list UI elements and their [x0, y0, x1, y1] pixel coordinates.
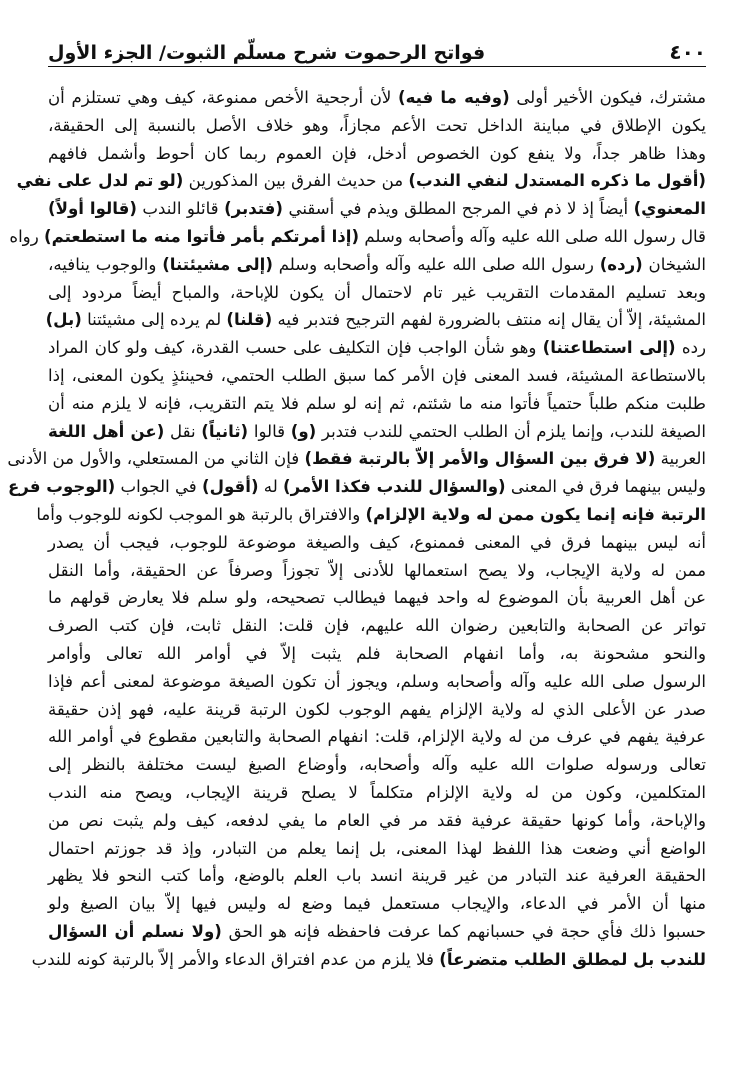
- text-segment: العربية: [655, 449, 706, 469]
- text-line: [48, 362, 706, 390]
- bold-segment: (وفيه ما فيه): [397, 88, 510, 107]
- bold-segment: (فتدبر): [224, 199, 284, 219]
- bold-segment: (لو تم لدل على نفي: [16, 171, 184, 191]
- bold-segment: (و): [290, 421, 317, 441]
- text-line: [48, 251, 706, 279]
- text-segment: والوجوب ينافيه،: [48, 254, 163, 274]
- text-line: [36, 501, 706, 529]
- text-segment: قال رسول الله صلى الله عليه وآله وأصحابه وسلم: [359, 226, 706, 246]
- text-segment: فلا يلزم من عدم افتراق الدعاء والأمر إلاّ بالرتبة كونه للندب: [31, 949, 440, 969]
- bold-segment: (ثانياً): [201, 421, 249, 441]
- text-line: [48, 890, 706, 918]
- text-line: [48, 84, 706, 112]
- text-segment: الواضع أني وضعت هذا اللفظ لهذا المعنى، بل إنما يعلم من التبادر، وإذ قد جوزتم احتمال: [48, 838, 706, 858]
- bold-segment: (رده): [599, 254, 643, 274]
- text-segment: وهو شأن الواجب فإن التكليف على حسب القدرة، كيف ولو كان المراد: [48, 338, 543, 358]
- text-segment: في الجواب: [115, 477, 202, 497]
- text-line: [48, 807, 706, 835]
- text-line: [48, 334, 706, 362]
- page-number: ٤٠٠: [669, 40, 706, 64]
- text-segment: تواتر عن الصحابة والتابعين رضوان الله عليهم، فإن قلت: النقل ثابت، فإن كتب الصرف: [48, 616, 706, 636]
- text-segment: بالاستطاعة المشيئة، فسد المعنى فإن الأمر كما سبق الطلب الحتمي، فحينئذٍ يكون المعنى، إذا: [48, 365, 706, 385]
- text-line: [48, 668, 706, 696]
- text-segment: وهذا ظاهر جداً، ولا ينفع كون الخصوص أدخل، فإن العموم ربما كان أحوط وأشمل فافهم: [48, 143, 706, 163]
- text-segment: نقل: [164, 421, 202, 441]
- text-segment: والافتراق بالرتبة هو الموجب لكونه للوجوب وأما: [36, 504, 366, 524]
- text-segment: مشترك، فيكون الأخير أولى: [509, 88, 706, 107]
- bold-segment: (إذا أمرتكم بأمر فأتوا منه ما استطعتم): [43, 226, 360, 246]
- bold-segment: (أقول): [202, 477, 259, 497]
- running-title: فواتح الرحموت شرح مسلّم الثبوت/ الجزء الأول: [48, 42, 486, 64]
- text-segment: تعالى ورسوله صلوات الله عليه وآله وأصحابه، وأوضاع الصيغ ليست مختلفة بالنظر إلى: [48, 755, 706, 775]
- bold-segment: الرتبة فإنه إنما يكون ممن له ولاية الإلزام): [365, 504, 706, 524]
- text-line: [9, 223, 706, 251]
- text-segment: منها أن الأمر في الدعاء، والإيجاب مستعمل فيما وضع له وليس فيها إلاّ بيان الصيغ ولو: [48, 894, 706, 914]
- text-line: [48, 779, 706, 807]
- text-line: [7, 473, 706, 501]
- text-segment: الصيغة للندب، وإنما يلزم أن الطلب الحتمي للندب فتدبر: [316, 421, 706, 441]
- text-line: [48, 557, 706, 585]
- bold-segment: (إلى استطاعتنا): [542, 338, 676, 358]
- text-line: [48, 835, 706, 863]
- bold-segment: (أقول ما ذكره المستدل لنفي الندب): [408, 171, 706, 191]
- text-line: [48, 112, 706, 140]
- text-line: [7, 445, 706, 473]
- text-segment: عرفية يفهم في عرف من له ولاية الإلزام، قلت: انفهام الصحابة والتابعين مقطوع في أوامر الله: [48, 727, 706, 747]
- header-rule: [48, 66, 706, 67]
- bold-segment: (لا فرق بين السؤال والأمر إلاّ بالرتبة فقط): [304, 449, 656, 469]
- text-segment: المشيئة، إلاّ أن يقال إنه منتف بالضرورة لفهم الترجيح فتدبر فيه: [272, 310, 706, 330]
- text-segment: وبعد تسليم المقدمات التقريب غير تام لاحتمال أن يكون للإباحة، والمباح أيضاً مردود إلى: [48, 282, 706, 302]
- text-line: [48, 612, 706, 640]
- text-segment: المتكلمين، وكون من له ولاية الإلزام متكلماً لا يصلح قرينة الإيجاب، ويصح منه الندب: [48, 782, 706, 802]
- text-segment: والإباحة، وأما كونها حقيقة عرفية فقد مر في العام ما يفي لدفعه، كيف ولم يثبت نص من: [48, 810, 706, 830]
- bold-segment: (إلى مشيئتنا): [162, 254, 273, 274]
- text-segment: قالوا: [248, 421, 291, 441]
- bold-segment: (قالوا أولاً): [48, 199, 137, 219]
- text-line: [48, 918, 706, 946]
- text-segment: يكون الإطلاق في مباينة الداخل تحت الأعم مجازاً، وهو خلاف الأصل بالنسبة إلى الحقيقة،: [48, 115, 706, 135]
- bold-segment: المعنوي): [633, 199, 706, 219]
- text-line: [48, 418, 706, 446]
- text-segment: والنحو مشحونة به، وأما انفهام الصحابة فلم يثبت إلاّ في أوامر الله تعالى وأوامر: [48, 643, 706, 663]
- bold-segment: (الوجوب فرع: [7, 477, 116, 497]
- bold-segment: (ولا نسلم أن السؤال: [48, 921, 222, 941]
- text-segment: أنه ليس بينهما فرق في المعنى فممنوع، كيف والصيغة موضوعة للوجوب، فيجب أن يصدر: [48, 532, 706, 552]
- text-segment: صدر عن الأعلى الذي له ولاية الإلزام يفهم الوجوب لكون الرتبة قرينة عليه، فهو إذن حقيقة: [48, 699, 706, 719]
- text-segment: من حديث الفرق بين المذكورين: [183, 171, 409, 191]
- text-segment: طلبت منكم طلباً حتمياً فأتوا منه ما شئتم، ثم إنه لو سلم فلا يتم التقريب، فإنه لا يلزم منه أن: [48, 393, 706, 413]
- text-segment: الرسول صلى الله عليه وآله وأصحابه وسلم، ويجوز أن تكون الصيغة موضوعة لمعنى أعم فإذا: [48, 671, 706, 691]
- text-segment: أيضاً إذ لا ذم في المرجح المطلق ويذم في أسقني: [283, 199, 634, 219]
- text-segment: حسبوا ذلك فأي حجة في حسبانهم كما عرفت فاحفظه فإنه هو الحق: [221, 921, 706, 941]
- text-segment: ممن له ولاية الإيجاب، ولا يصح استعمالها للأدنى إلاّ تجوزاً وصرفاً عن الحقيقة، وأما النقل: [48, 560, 706, 580]
- text-line: [48, 723, 706, 751]
- text-segment: الحقيقة العرفية عند التبادر من غير قرينة انسد باب العلم بالوضع، وأما كتب النحو فلا يظهر: [48, 866, 706, 886]
- text-segment: وليس بينهما فرق في المعنى: [505, 477, 706, 497]
- text-line: [48, 696, 706, 724]
- page-header: [48, 30, 706, 64]
- text-line: [48, 140, 706, 168]
- text-segment: عن أهل العربية بأن الموضوع له واحد فيهما فيطالب تصحيحه، ولو سلم فلا يعارض قولهم ما: [48, 588, 706, 608]
- text-line: [48, 862, 706, 890]
- bold-segment: (بل): [45, 310, 82, 330]
- text-segment: رسول الله صلى الله عليه وآله وأصحابه وسلم: [272, 254, 600, 274]
- bold-segment: (قلنا): [226, 310, 273, 330]
- text-line: [16, 167, 706, 195]
- text-line: [48, 751, 706, 779]
- text-segment: رده: [675, 338, 706, 358]
- text-segment: لم يرده إلى مشيئتنا: [81, 310, 227, 330]
- text-segment: رواه: [9, 226, 44, 246]
- text-line: [48, 584, 706, 612]
- bold-segment: للندب بل لمطلق الطلب متضرعاً): [439, 949, 706, 969]
- body-text: [7, 84, 706, 974]
- bold-segment: (عن أهل اللغة: [48, 421, 165, 441]
- text-line: [48, 195, 706, 223]
- text-segment: الشيخان: [642, 254, 706, 274]
- text-segment: له: [258, 477, 284, 497]
- text-segment: فإن الثاني من المستعلي، والأول من الأدنى: [7, 449, 305, 469]
- bold-segment: (والسؤال للندب فكذا الأمر): [283, 477, 506, 497]
- text-line: [48, 279, 706, 307]
- text-line: [31, 946, 706, 974]
- text-segment: قائلو الندب: [136, 199, 225, 219]
- text-line: [45, 306, 706, 334]
- text-line: [48, 529, 706, 557]
- text-line: [48, 640, 706, 668]
- text-segment: لأن أرجحية الأخص ممنوعة، كيف وهي تستلزم أن: [48, 88, 398, 107]
- text-line: [48, 390, 706, 418]
